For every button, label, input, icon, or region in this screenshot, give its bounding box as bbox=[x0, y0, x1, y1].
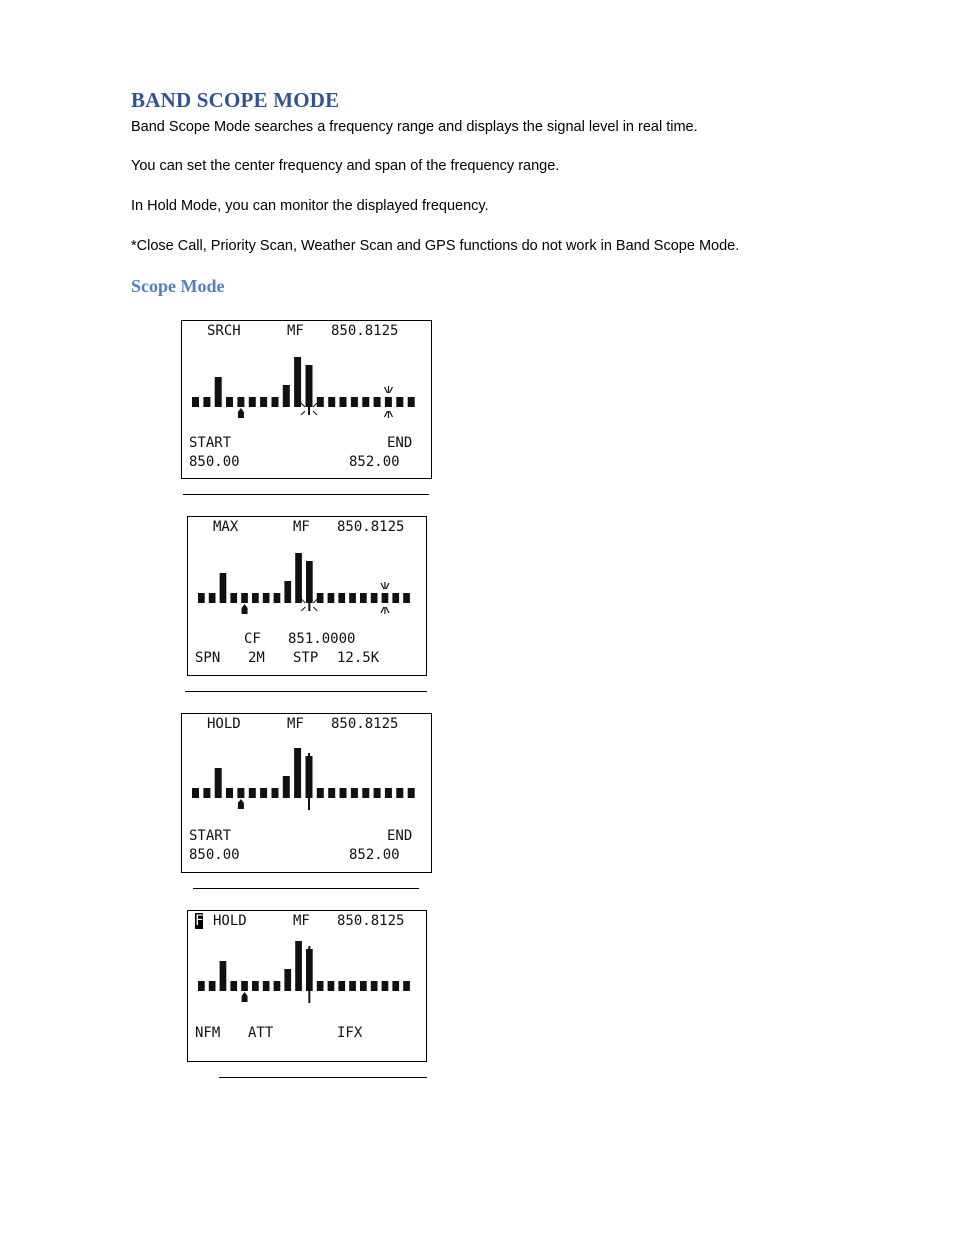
scope-bar bbox=[249, 788, 256, 798]
divider-line bbox=[219, 1077, 427, 1078]
scope-bar bbox=[192, 397, 199, 407]
hold-paragraph: In Hold Mode, you can monitor the displayed frequency. bbox=[131, 198, 489, 214]
frequency-readout: 850.8125 bbox=[337, 519, 405, 535]
scope-bar bbox=[215, 768, 222, 798]
scope-bar bbox=[360, 981, 367, 991]
scope-bar bbox=[192, 788, 199, 798]
flash-tick bbox=[301, 607, 305, 611]
scope-bar bbox=[209, 593, 216, 603]
scope-bar bbox=[241, 981, 248, 991]
frequency-readout: 850.8125 bbox=[331, 716, 399, 732]
flash-tick bbox=[313, 607, 317, 611]
scope-bar bbox=[317, 788, 324, 798]
scope-bar bbox=[317, 593, 324, 603]
signal-indicator-tick bbox=[381, 607, 384, 613]
scope-bar bbox=[294, 357, 301, 407]
flash-tick bbox=[301, 403, 305, 407]
scope-bar bbox=[295, 553, 302, 603]
span-label: SPN bbox=[195, 650, 221, 666]
step-value: 12.5K bbox=[337, 650, 380, 666]
end-label: END bbox=[387, 828, 413, 844]
scope-bar bbox=[338, 981, 345, 991]
lcd-screen-max bbox=[187, 516, 427, 676]
scope-bar bbox=[408, 788, 415, 798]
scope-bar bbox=[382, 593, 389, 603]
scope-bar bbox=[272, 788, 279, 798]
end-frequency: 852.00 bbox=[349, 847, 400, 863]
scope-bar bbox=[284, 969, 291, 991]
end-frequency: 852.00 bbox=[349, 454, 400, 470]
scope-bar bbox=[198, 593, 205, 603]
scope-bar bbox=[274, 593, 281, 603]
step-label: STP bbox=[293, 650, 319, 666]
scope-bar bbox=[403, 981, 410, 991]
scope-bar bbox=[260, 397, 267, 407]
scope-bar bbox=[328, 397, 335, 407]
signal-indicator-tick bbox=[384, 387, 387, 393]
subsection-heading: Scope Mode bbox=[131, 276, 225, 296]
signal-indicator-tick bbox=[386, 607, 389, 613]
scope-bar bbox=[382, 981, 389, 991]
lcd-screen-function-hold bbox=[187, 910, 427, 1062]
scope-bar bbox=[396, 397, 403, 407]
scope-bar bbox=[385, 397, 392, 407]
fm-mode-label: NFM bbox=[195, 1025, 221, 1041]
scope-bar bbox=[203, 788, 210, 798]
section-heading: BAND SCOPE MODE bbox=[131, 88, 340, 112]
flash-tick bbox=[313, 599, 317, 603]
signal-indicator-tick bbox=[386, 583, 389, 589]
scope-bar bbox=[351, 788, 358, 798]
scope-bar bbox=[284, 581, 291, 603]
frequency-readout: 850.8125 bbox=[337, 913, 405, 929]
signal-indicator-tick bbox=[389, 387, 392, 393]
scope-bar bbox=[360, 593, 367, 603]
scope-bar bbox=[349, 981, 356, 991]
scope-bar bbox=[371, 593, 378, 603]
scope-bar bbox=[198, 981, 205, 991]
scope-bar bbox=[283, 776, 290, 798]
scope-bar bbox=[371, 981, 378, 991]
scope-bar bbox=[260, 788, 267, 798]
scope-bar bbox=[230, 981, 237, 991]
scope-bar bbox=[252, 981, 259, 991]
flash-tick bbox=[301, 411, 305, 415]
scope-bar bbox=[362, 788, 369, 798]
flash-tick bbox=[301, 599, 305, 603]
cursor-marker bbox=[242, 992, 248, 1002]
scope-bar bbox=[263, 593, 270, 603]
cursor-marker bbox=[242, 604, 248, 614]
flash-tick bbox=[313, 403, 317, 407]
flash-tick bbox=[313, 411, 317, 415]
scope-bar bbox=[408, 397, 415, 407]
mode-label: HOLD bbox=[213, 913, 247, 929]
scope-bar bbox=[338, 593, 345, 603]
scope-bar bbox=[317, 397, 324, 407]
divider-line bbox=[193, 888, 419, 889]
scope-bar bbox=[295, 941, 302, 991]
span-value: 2M bbox=[248, 650, 265, 666]
scope-bar bbox=[362, 397, 369, 407]
center-frequency-label: CF bbox=[244, 631, 261, 647]
scope-bar bbox=[274, 981, 281, 991]
scope-bar bbox=[226, 788, 233, 798]
scope-bar bbox=[328, 981, 335, 991]
start-frequency: 850.00 bbox=[189, 847, 240, 863]
scope-bar bbox=[340, 397, 347, 407]
intro-paragraph: Band Scope Mode searches a frequency range and displays the signal level in real time. bbox=[131, 119, 698, 135]
scope-bar bbox=[392, 593, 399, 603]
scope-bar bbox=[215, 377, 222, 407]
scope-bar bbox=[272, 397, 279, 407]
scope-bar bbox=[374, 397, 381, 407]
scope-bar bbox=[283, 385, 290, 407]
divider-line bbox=[183, 494, 429, 495]
scope-bar bbox=[396, 788, 403, 798]
scope-bar bbox=[403, 593, 410, 603]
signal-indicator-tick bbox=[389, 411, 392, 417]
lcd-screen-search bbox=[181, 320, 432, 479]
scope-bar bbox=[385, 788, 392, 798]
scope-bar bbox=[226, 397, 233, 407]
scope-bar bbox=[230, 593, 237, 603]
span-paragraph: You can set the center frequency and span of the frequency range. bbox=[131, 158, 560, 174]
frequency-readout: 850.8125 bbox=[331, 323, 399, 339]
scope-bar bbox=[328, 788, 335, 798]
start-label: START bbox=[189, 828, 232, 844]
scope-bar bbox=[237, 788, 244, 798]
divider-line bbox=[185, 691, 427, 692]
modulation-label: MF bbox=[293, 913, 310, 929]
if-exchange-label: IFX bbox=[337, 1025, 363, 1041]
mode-label: SRCH bbox=[207, 323, 241, 339]
lcd-screen-hold bbox=[181, 713, 432, 873]
scope-bar bbox=[220, 961, 227, 991]
modulation-label: MF bbox=[287, 716, 304, 732]
modulation-label: MF bbox=[287, 323, 304, 339]
scope-bar bbox=[328, 593, 335, 603]
scope-bar bbox=[220, 573, 227, 603]
scope-bar bbox=[374, 788, 381, 798]
modulation-label: MF bbox=[293, 519, 310, 535]
scope-bar bbox=[203, 397, 210, 407]
attenuator-label: ATT bbox=[248, 1025, 274, 1041]
note-paragraph: *Close Call, Priority Scan, Weather Scan and GPS functions do not work in Band Scope Mode. bbox=[131, 238, 740, 254]
center-frequency-value: 851.0000 bbox=[288, 631, 356, 647]
end-label: END bbox=[387, 435, 413, 451]
start-label: START bbox=[189, 435, 232, 451]
signal-indicator-tick bbox=[384, 411, 387, 417]
signal-indicator-tick bbox=[381, 583, 384, 589]
function-key-indicator: F bbox=[195, 913, 204, 929]
scope-bar bbox=[209, 981, 216, 991]
scope-bar bbox=[294, 748, 301, 798]
scope-bar bbox=[263, 981, 270, 991]
scope-bar bbox=[392, 981, 399, 991]
scope-bar bbox=[241, 593, 248, 603]
start-frequency: 850.00 bbox=[189, 454, 240, 470]
mode-label: MAX bbox=[213, 519, 239, 535]
cursor-marker bbox=[238, 799, 244, 809]
scope-bar bbox=[351, 397, 358, 407]
scope-bar bbox=[317, 981, 324, 991]
scope-bar bbox=[349, 593, 356, 603]
scope-bar bbox=[340, 788, 347, 798]
cursor-marker bbox=[238, 408, 244, 418]
scope-bar bbox=[252, 593, 259, 603]
scope-bar bbox=[237, 397, 244, 407]
scope-bar bbox=[249, 397, 256, 407]
mode-label: HOLD bbox=[207, 716, 241, 732]
band-scope-graph bbox=[188, 911, 426, 1061]
